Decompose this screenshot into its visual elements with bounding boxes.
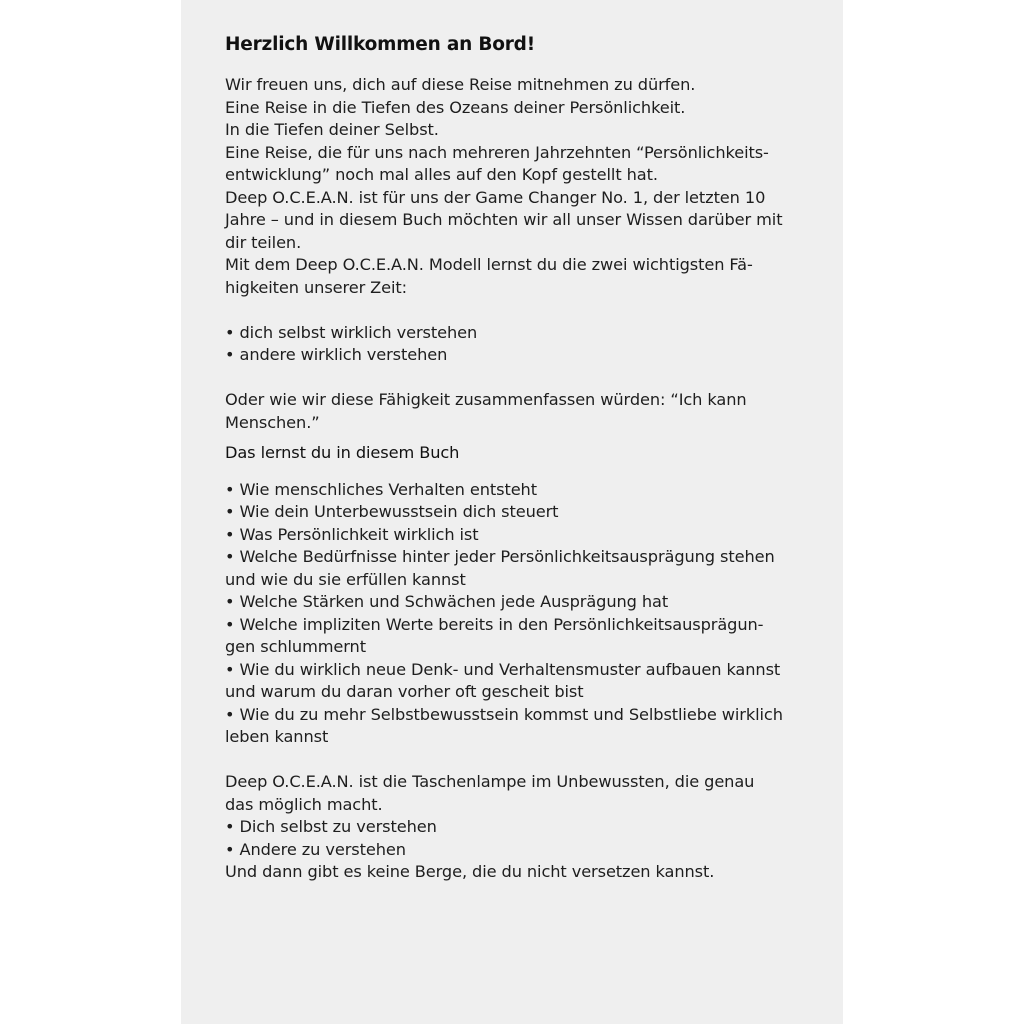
text-line: dir teilen. [225,232,302,252]
closing-paragraph [225,771,805,884]
list-item: • Welche Stärken und Schwächen jede Ausprägung hat [225,592,669,611]
skills-list [225,322,805,367]
list-item: • Andere zu verstehen [225,839,406,859]
list-item: • Dich selbst zu verstehen [225,817,437,836]
list-item: • Was Persönlichkeit wirklich ist [225,524,479,544]
text-line: Eine Reise, die für uns nach mehreren Jahrzehnten “Persönlichkeits- [225,142,769,162]
text-line: Wir freuen uns, dich auf diese Reise mitnehmen zu dürfen. [225,75,696,94]
list-item: • dich selbst wirklich verstehen [225,322,478,342]
list-item: • Wie menschliches Verhalten entsteht [225,479,537,499]
list-item: • andere wirklich verstehen [225,345,448,364]
text-line: Deep O.C.E.A.N. ist die Taschenlampe im Unbewussten, die genau [225,772,755,791]
text-line: Deep O.C.E.A.N. ist für uns der Game Changer No. 1, der letzten 10 [225,187,766,207]
spacer [225,749,805,772]
page-heading: Herzlich Willkommen an Bord! [225,34,535,55]
text-line: Menschen.” [225,412,320,432]
text-line: higkeiten unserer Zeit: [225,277,408,297]
section-subheading: Das lernst du in diesem Buch [225,443,460,462]
text-line: Und dann gibt es keine Berge, die du nicht versetzen kannst. [225,862,715,881]
text-line: Mit dem Deep O.C.E.A.N. Modell lernst du die zwei wichtigsten Fä- [225,255,753,274]
spacer [225,367,805,390]
learn-list [225,479,805,749]
page-content [225,30,805,884]
list-item: • Welche Bedürfnisse hinter jeder Persönlichkeitsausprägung stehen [225,547,775,566]
spacer [225,299,805,322]
text-line: das möglich macht. [225,794,383,814]
text-line: entwicklung” noch mal alles auf den Kopf gestellt hat. [225,165,658,184]
list-item: • Wie du wirklich neue Denk- und Verhaltensmuster aufbauen kannst [225,659,781,679]
summary-paragraph [225,389,805,434]
text-line: Oder wie wir diese Fähigkeit zusammenfassen würden: “Ich kann [225,390,747,409]
text-line: Jahre – und in diesem Buch möchten wir all unser Wissen darüber mit [225,210,783,229]
book-page [181,0,843,1024]
list-item: • Wie du zu mehr Selbstbewusstsein kommst und Selbstliebe wirklich [225,704,783,724]
text-line: Eine Reise in die Tiefen des Ozeans deiner Persönlichkeit. [225,97,686,117]
list-item: • Wie dein Unterbewusstsein dich steuert [225,502,559,521]
list-item: und wie du sie erfüllen kannst [225,569,466,589]
list-item: gen schlummernt [225,637,366,656]
intro-paragraph [225,74,805,299]
list-item: leben kannst [225,727,329,746]
list-item: und warum du daran vorher oft gescheit bist [225,682,584,701]
text-line: In die Tiefen deiner Selbst. [225,120,439,139]
list-item: • Welche impliziten Werte bereits in den Persönlichkeitsausprägun- [225,614,764,634]
